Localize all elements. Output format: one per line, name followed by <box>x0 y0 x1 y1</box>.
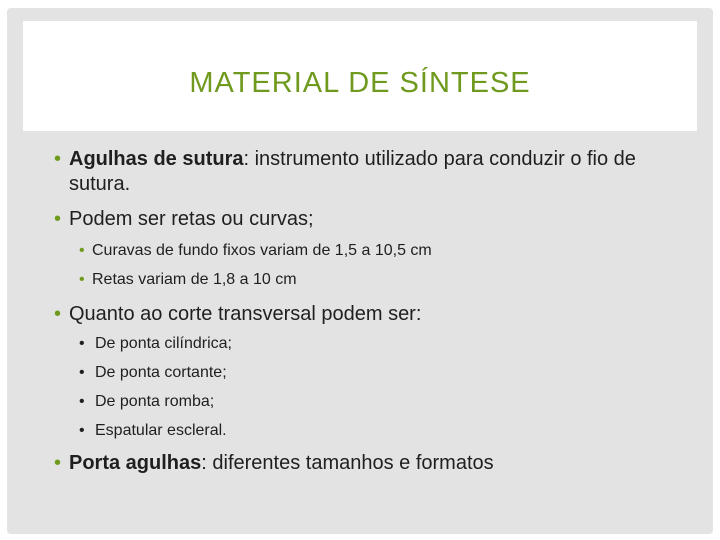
bullet-icon: • <box>79 393 85 410</box>
bullet-item <box>54 451 689 476</box>
bullet-item <box>54 207 689 232</box>
sub-bullet-text: De ponta cilíndrica; <box>95 335 232 352</box>
bullet-icon: • <box>79 242 85 259</box>
sub-bullet-item <box>79 421 227 441</box>
sub-bullet-text: De ponta cortante; <box>95 364 227 381</box>
sub-bullet-item <box>79 241 432 261</box>
sub-bullet-item <box>79 334 232 354</box>
bullet-text: : instrumento utilizado para conduzir o fio de sutura. <box>69 148 636 195</box>
bullet-icon: • <box>79 364 85 381</box>
bullet-bold-text: Agulhas de sutura <box>69 148 244 170</box>
bullet-item <box>54 302 689 327</box>
sub-bullet-item <box>79 392 215 412</box>
sub-bullet-text: Retas variam de 1,8 a 10 cm <box>92 271 297 288</box>
sub-bullet-text: De ponta romba; <box>95 393 215 410</box>
sub-bullet-text: Espatular escleral. <box>95 422 227 439</box>
sub-bullet-item <box>79 363 227 383</box>
bullet-item <box>54 147 689 197</box>
bullet-bold-text: Porta agulhas <box>69 452 202 474</box>
bullet-icon: • <box>54 452 62 474</box>
slide <box>7 8 713 534</box>
bullet-icon: • <box>54 148 62 170</box>
bullet-text: : diferentes tamanhos e formatos <box>201 452 494 474</box>
bullet-icon: • <box>79 335 85 352</box>
bullet-icon: • <box>79 422 85 439</box>
bullet-text: Quanto ao corte transversal podem ser: <box>69 303 422 325</box>
sub-bullet-item <box>79 270 297 290</box>
slide-title: MATERIAL DE SÍNTESE <box>189 67 531 99</box>
bullet-icon: • <box>79 271 85 288</box>
bullet-icon: • <box>54 208 62 230</box>
slide-content <box>7 8 713 534</box>
bullet-text: Podem ser retas ou curvas; <box>69 208 314 230</box>
sub-bullet-text: Curavas de fundo fixos variam de 1,5 a 10,5 cm <box>92 242 432 259</box>
bullet-icon: • <box>54 303 62 325</box>
